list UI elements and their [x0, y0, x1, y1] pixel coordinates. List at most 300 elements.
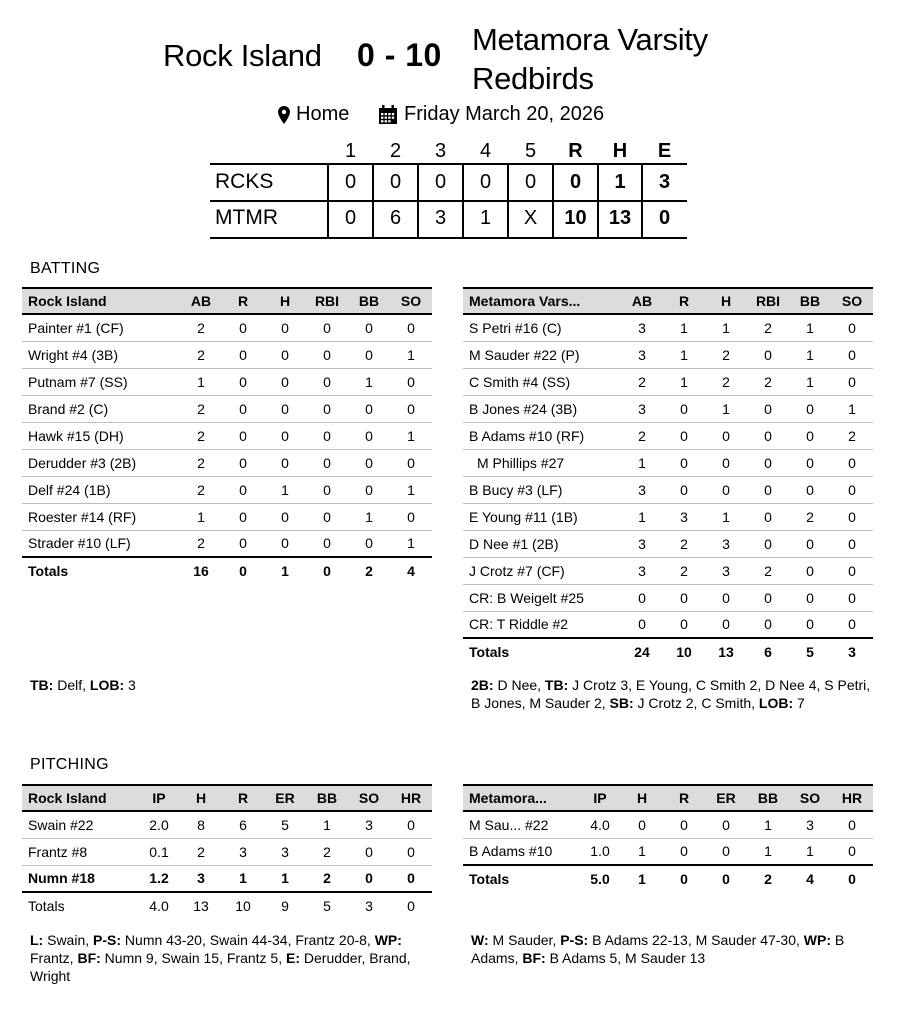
home-pitching-table — [22, 784, 432, 919]
note-label: BF: — [522, 950, 546, 966]
table-cell: 1 — [348, 368, 390, 395]
col-ip: IP — [579, 785, 621, 811]
table-cell: 5 — [264, 811, 306, 838]
table-cell: 1 — [663, 341, 705, 368]
table-cell: 13 — [705, 638, 747, 665]
table-cell: 0 — [831, 811, 873, 838]
player-name: Brand #2 (C) — [22, 395, 180, 422]
table-cell: 2 — [348, 557, 390, 584]
table-cell: 0 — [831, 865, 873, 892]
table-cell: 0 — [348, 314, 390, 341]
col-er: ER — [264, 785, 306, 811]
linescore-inning: 0 — [389, 170, 402, 193]
table-cell: 0 — [348, 838, 390, 865]
table-cell: 4.0 — [138, 892, 180, 919]
table-row — [22, 368, 432, 395]
table-cell: 1 — [180, 503, 222, 530]
table-cell: 3 — [621, 530, 663, 557]
table-cell: 0 — [848, 843, 856, 860]
table-header-row — [463, 288, 873, 314]
table-row — [22, 395, 432, 422]
table-row — [463, 449, 873, 476]
table-cell: 0 — [390, 368, 432, 395]
note-value: Swain, — [43, 932, 94, 948]
table-cell: 0 — [789, 476, 831, 503]
player-name: J Crotz #7 (CF) — [463, 557, 621, 584]
note-label: WP: — [803, 932, 832, 948]
table-cell: 16 — [180, 557, 222, 584]
pitching-section-title: PITCHING — [30, 756, 109, 773]
inning-1-header: 1 — [344, 139, 357, 162]
note-value: Numn 9, Swain 15, Frantz 5, — [100, 950, 286, 966]
player-name: Roester #14 (RF) — [22, 503, 180, 530]
calendar-icon — [378, 105, 398, 125]
player-name: Putnam #7 (SS) — [22, 368, 180, 395]
game-meta — [0, 103, 909, 129]
table-cell: 0 — [831, 530, 873, 557]
note-value: D Nee, — [493, 677, 545, 693]
table-cell: 0 — [663, 422, 705, 449]
note-value: 7 — [793, 695, 805, 711]
note-label: 2B: — [471, 677, 494, 693]
table-row — [463, 503, 873, 530]
table-cell: 1 — [390, 476, 432, 503]
col-hr: HR — [390, 785, 432, 811]
note-label: TB: — [544, 677, 569, 693]
errors-header: E — [657, 139, 672, 162]
table-cell: 2.0 — [138, 811, 180, 838]
totals-label: Totals — [22, 892, 138, 919]
table-cell: 2 — [306, 838, 348, 865]
table-cell: 5 — [789, 638, 831, 665]
table-cell: 0 — [365, 535, 373, 552]
table-cell: 0 — [390, 811, 432, 838]
col-h: H — [264, 288, 306, 314]
table-cell: 2 — [831, 422, 873, 449]
table-cell: 5.0 — [579, 865, 621, 892]
table-cell: 0 — [306, 557, 348, 584]
table-cell: 0 — [663, 395, 705, 422]
note-label: E: — [286, 950, 300, 966]
table-cell: 3 — [264, 838, 306, 865]
col-team: Metamora Vars... — [463, 288, 621, 314]
table-cell: 0 — [390, 395, 432, 422]
table-cell: 1 — [663, 314, 705, 341]
linescore-inning: 0 — [344, 170, 357, 193]
player-name: Swain #22 — [22, 811, 138, 838]
table-cell: 1.2 — [149, 870, 169, 887]
table-cell: 9 — [264, 892, 306, 919]
player-name: CR: T Riddle #2 — [469, 616, 569, 633]
table-cell: 0 — [222, 503, 264, 530]
table-cell: 0 — [306, 314, 348, 341]
table-cell: 0 — [306, 341, 348, 368]
table-cell: 0 — [764, 616, 772, 633]
table-cell: 0 — [806, 616, 814, 633]
table-cell: 0 — [348, 449, 390, 476]
linescore-inning: 0 — [479, 170, 492, 193]
table-cell: 0 — [831, 503, 873, 530]
col-ab: AB — [621, 288, 663, 314]
table-cell: 1 — [638, 843, 646, 860]
table-cell: 1 — [348, 503, 390, 530]
table-cell: 10 — [663, 638, 705, 665]
table-cell: 0 — [407, 870, 415, 887]
col-bb: BB — [348, 288, 390, 314]
table-row — [463, 611, 873, 638]
player-name: B Jones #24 (3B) — [463, 395, 621, 422]
home-pitching-notes — [30, 931, 435, 985]
col-team: Metamora... — [463, 785, 579, 811]
table-row — [463, 838, 873, 865]
player-name: B Bucy #3 (LF) — [463, 476, 621, 503]
table-cell: 1 — [390, 422, 432, 449]
table-row — [22, 476, 432, 503]
linescore-row-home — [210, 164, 687, 200]
note-value: M Sauder, — [488, 932, 561, 948]
away-team-name-line2: Redbirds — [472, 61, 594, 96]
linescore-inning: X — [523, 206, 538, 229]
table-cell: 0 — [306, 368, 348, 395]
note-value: B Adams 5, M Sauder 13 — [545, 950, 706, 966]
table-cell: 0 — [222, 341, 264, 368]
col-so: SO — [390, 288, 432, 314]
table-cell: 0 — [239, 535, 247, 552]
table-cell: 3 — [197, 870, 205, 887]
linescore-inning: 3 — [434, 206, 447, 229]
table-cell: 0 — [747, 503, 789, 530]
table-cell: 0 — [306, 422, 348, 449]
note-label: LOB: — [758, 695, 794, 711]
table-cell: 2 — [663, 557, 705, 584]
table-cell: 0 — [621, 584, 663, 611]
player-name: C Smith #4 (SS) — [463, 368, 621, 395]
table-row — [22, 530, 432, 557]
table-row — [22, 449, 432, 476]
table-cell: 1 — [621, 503, 663, 530]
table-cell: 0 — [638, 616, 646, 633]
player-name: Strader #10 (LF) — [28, 535, 131, 552]
linescore-inning: 0 — [344, 206, 357, 229]
table-cell: 0 — [831, 368, 873, 395]
table-cell: 1 — [663, 368, 705, 395]
table-row — [463, 584, 873, 611]
table-cell: 0 — [348, 395, 390, 422]
table-cell: 0 — [663, 865, 705, 892]
table-cell: 0 — [222, 449, 264, 476]
table-cell: 0 — [831, 557, 873, 584]
col-bb: BB — [789, 288, 831, 314]
table-cell: 1 — [747, 811, 789, 838]
table-cell: 2 — [705, 341, 747, 368]
table-cell: 0 — [306, 395, 348, 422]
table-cell: 0 — [705, 584, 747, 611]
table-cell: 2 — [180, 449, 222, 476]
col-er: ER — [705, 785, 747, 811]
table-cell: 0 — [348, 341, 390, 368]
col-bb: BB — [306, 785, 348, 811]
player-name: Derudder #3 (2B) — [22, 449, 180, 476]
table-cell: 0 — [348, 476, 390, 503]
inning-4-header: 4 — [479, 139, 492, 162]
table-cell: 3 — [705, 530, 747, 557]
table-cell: 3 — [621, 476, 663, 503]
table-cell: 0 — [390, 838, 432, 865]
note-label: SB: — [609, 695, 634, 711]
table-cell: 0 — [663, 584, 705, 611]
table-cell: 0 — [264, 341, 306, 368]
col-so: SO — [789, 785, 831, 811]
linescore — [210, 138, 687, 236]
col-so: SO — [348, 785, 390, 811]
table-cell: 1 — [180, 368, 222, 395]
table-cell: 0 — [680, 843, 688, 860]
away-batting-notes — [471, 676, 871, 712]
linescore-inning: 0 — [524, 170, 537, 193]
table-cell: 3 — [705, 557, 747, 584]
player-name: D Nee #1 (2B) — [463, 530, 621, 557]
table-cell: 0 — [747, 584, 789, 611]
table-cell: 1 — [407, 535, 415, 552]
table-row — [22, 838, 432, 865]
note-label: P-S: — [560, 932, 589, 948]
table-cell: 0 — [705, 449, 747, 476]
table-cell: 24 — [621, 638, 663, 665]
linescore-header — [210, 138, 687, 164]
table-row — [22, 341, 432, 368]
note-label: LOB: — [89, 677, 125, 693]
linescore-inning: 6 — [389, 206, 402, 229]
col-r: R — [222, 288, 264, 314]
location-pin-icon — [278, 106, 290, 124]
table-cell: 1 — [705, 314, 747, 341]
inning-5-header: 5 — [524, 139, 537, 162]
player-name: Wright #4 (3B) — [22, 341, 180, 368]
table-cell: 1 — [390, 341, 432, 368]
table-cell: 4 — [390, 557, 432, 584]
game-date — [378, 103, 604, 126]
linescore-inning: 1 — [479, 206, 492, 229]
table-cell: 0 — [281, 535, 289, 552]
table-cell: 1 — [621, 865, 663, 892]
col-team: Rock Island — [22, 288, 180, 314]
table-cell: 2 — [180, 395, 222, 422]
table-cell: 3 — [621, 395, 663, 422]
table-cell: 0 — [848, 616, 856, 633]
col-hr: HR — [831, 785, 873, 811]
home-team-name: Rock Island — [163, 38, 322, 73]
inning-2-header: 2 — [389, 139, 402, 162]
home-batting-table — [22, 287, 432, 584]
linescore-errors: 3 — [658, 170, 671, 193]
linescore-hits: 13 — [608, 206, 632, 229]
table-row — [463, 422, 873, 449]
table-cell: 1 — [705, 395, 747, 422]
table-cell: 2 — [747, 314, 789, 341]
col-r: R — [663, 785, 705, 811]
player-name: M Sauder #22 (P) — [463, 341, 621, 368]
table-cell: 2 — [180, 422, 222, 449]
table-row — [22, 422, 432, 449]
table-cell: 0 — [323, 535, 331, 552]
table-cell: 6 — [747, 638, 789, 665]
totals-row — [22, 557, 432, 584]
note-label: P-S: — [93, 932, 122, 948]
table-cell: 0 — [264, 314, 306, 341]
totals-label: Totals — [22, 557, 180, 584]
col-r: R — [663, 288, 705, 314]
table-cell: 10 — [222, 892, 264, 919]
table-cell: 1 — [789, 341, 831, 368]
table-cell: 0 — [789, 449, 831, 476]
batting-section-title: BATTING — [30, 260, 101, 277]
note-value: Derudder, Brand, Wright — [30, 950, 411, 984]
table-cell: 3 — [789, 811, 831, 838]
player-name: B Adams #10 (RF) — [463, 422, 621, 449]
table-row — [22, 503, 432, 530]
note-value: 3 — [124, 677, 136, 693]
table-row — [22, 811, 432, 838]
table-cell: 0 — [264, 395, 306, 422]
col-rbi: RBI — [747, 288, 789, 314]
note-value: Delf, — [53, 677, 90, 693]
player-name: Frantz #8 — [22, 838, 138, 865]
player-name: E Young #11 (1B) — [463, 503, 621, 530]
table-cell: 2 — [705, 368, 747, 395]
col-r: R — [222, 785, 264, 811]
linescore-runs: 0 — [569, 170, 582, 193]
table-cell: 0 — [747, 449, 789, 476]
table-cell: 0 — [831, 314, 873, 341]
table-header-row — [22, 288, 432, 314]
table-cell: 3 — [222, 838, 264, 865]
linescore-team: MTMR — [215, 206, 278, 229]
away-pitching-table — [463, 784, 873, 892]
table-cell: 2 — [621, 368, 663, 395]
location-label: Home — [296, 103, 350, 125]
linescore-inning: 0 — [434, 170, 447, 193]
table-cell: 2 — [180, 838, 222, 865]
note-label: W: — [471, 932, 489, 948]
table-cell: 3 — [831, 638, 873, 665]
table-cell: 0 — [663, 476, 705, 503]
table-cell: 0 — [722, 616, 730, 633]
player-name: S Petri #16 (C) — [463, 314, 621, 341]
table-cell: 0 — [264, 422, 306, 449]
col-h: H — [180, 785, 222, 811]
table-cell: 1 — [831, 395, 873, 422]
away-batting-table — [463, 287, 873, 665]
table-cell: 3 — [663, 503, 705, 530]
table-row — [463, 368, 873, 395]
table-cell: 0 — [222, 368, 264, 395]
totals-label: Totals — [463, 865, 579, 892]
table-cell: 0.1 — [138, 838, 180, 865]
table-cell: 1 — [306, 811, 348, 838]
totals-row — [463, 638, 873, 665]
table-cell: 4.0 — [579, 811, 621, 838]
runs-header: R — [568, 139, 583, 162]
linescore-runs: 10 — [564, 206, 587, 229]
table-cell: 1 — [621, 449, 663, 476]
table-cell: 6 — [222, 811, 264, 838]
table-cell: 1 — [789, 368, 831, 395]
table-cell: 0 — [264, 503, 306, 530]
player-name: M Sau... #22 — [463, 811, 579, 838]
final-score: 0 - 10 — [357, 37, 442, 73]
table-cell: 1 — [789, 314, 831, 341]
table-cell: 3 — [348, 811, 390, 838]
table-row — [463, 395, 873, 422]
table-row — [22, 865, 432, 892]
table-row — [463, 341, 873, 368]
totals-label: Totals — [463, 638, 621, 665]
col-ab: AB — [180, 288, 222, 314]
note-label: L: — [30, 932, 44, 948]
table-cell: 2 — [197, 535, 205, 552]
table-cell: 2 — [180, 476, 222, 503]
inning-3-header: 3 — [434, 139, 447, 162]
table-cell: 0 — [264, 368, 306, 395]
table-cell: 2 — [323, 870, 331, 887]
table-header-row — [463, 785, 873, 811]
player-name: Numn #18 — [28, 870, 95, 887]
table-cell: 0 — [747, 530, 789, 557]
table-cell: 0 — [831, 449, 873, 476]
table-cell: 0 — [663, 811, 705, 838]
table-row — [463, 811, 873, 838]
table-cell: 0 — [390, 314, 432, 341]
date-label: Friday March 20, 2026 — [404, 103, 605, 125]
player-name: B Adams #10 — [469, 843, 553, 860]
table-cell: 0 — [705, 865, 747, 892]
table-cell: 0 — [222, 422, 264, 449]
table-cell: 0 — [722, 843, 730, 860]
table-cell: 0 — [222, 557, 264, 584]
table-cell: 1 — [806, 843, 814, 860]
col-rbi: RBI — [306, 288, 348, 314]
player-name: Delf #24 (1B) — [22, 476, 180, 503]
table-cell: 0 — [264, 449, 306, 476]
table-header-row — [22, 785, 432, 811]
linescore-team: RCKS — [215, 170, 274, 193]
note-label: WP: — [374, 932, 402, 948]
table-cell: 0 — [705, 422, 747, 449]
note-value: B Adams, — [471, 932, 845, 966]
table-cell: 1 — [764, 843, 772, 860]
table-cell: 8 — [180, 811, 222, 838]
col-ip: IP — [138, 785, 180, 811]
table-cell: 1 — [264, 557, 306, 584]
table-cell: 0 — [365, 870, 373, 887]
linescore-row-away — [210, 200, 687, 236]
table-cell: 4 — [789, 865, 831, 892]
table-cell: 3 — [621, 557, 663, 584]
table-cell: 3 — [621, 314, 663, 341]
table-cell: 0 — [680, 616, 688, 633]
table-cell: 0 — [621, 811, 663, 838]
table-cell: 1.0 — [590, 843, 610, 860]
away-team-name — [472, 20, 772, 98]
note-label: BF: — [77, 950, 101, 966]
away-pitching-notes — [471, 931, 881, 967]
table-cell: 2 — [663, 530, 705, 557]
linescore-hits: 1 — [614, 170, 626, 193]
table-cell: 3 — [621, 341, 663, 368]
table-cell: 1 — [281, 870, 289, 887]
game-header — [0, 20, 909, 100]
note-value: J Crotz 3, E Young, C Smith 2, D Nee 4, S Petri, B Jones, M Sauder 2, — [471, 677, 871, 711]
